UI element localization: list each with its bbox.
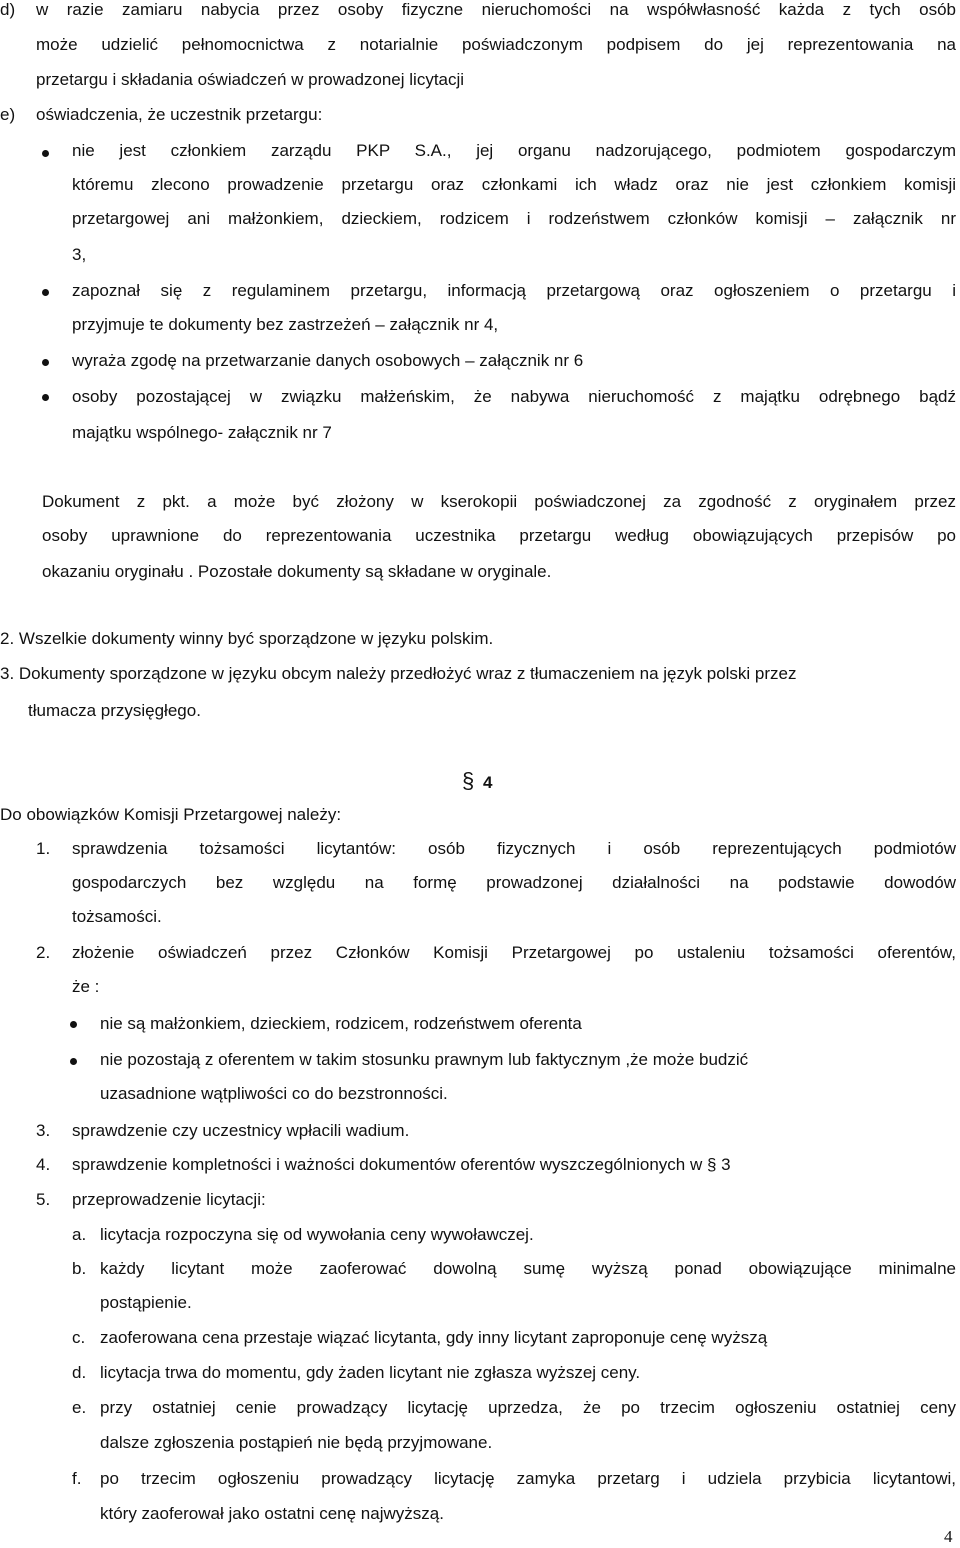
auction-step-a: licytacja rozpoczyna się od wywołania ceny wywoławczej. (100, 1225, 534, 1244)
committee-item3: sprawdzenie czy uczestnicy wpłacili wadium. (72, 1121, 410, 1140)
auction-step-letter: f. (72, 1469, 82, 1488)
list-marker-e: e) (0, 105, 16, 124)
committee-item1-line-2: gospodarczych bez względu na formę prowadzonej działalności na podstawie dowodów (72, 873, 956, 892)
committee-item-number: 3. (36, 1121, 51, 1140)
auction-step-f-line-1: po trzecim ogłoszeniu prowadzący licytację zamyka przetarg i udziela przybicia licytantowi, (100, 1469, 956, 1488)
committee-item1-line-3: tożsamości. (72, 907, 162, 926)
bullet-icon (42, 359, 49, 366)
auction-step-letter: b. (72, 1259, 87, 1278)
bullet1-line-4: 3, (72, 245, 87, 264)
item2-bullet2-line-1: nie pozostają z oferentem w takim stosunku prawnym lub faktycznym ,że może budzić (100, 1050, 749, 1069)
bullet2-line-2: przyjmuje te dokumenty bez zastrzeżeń – załącznik nr 4, (72, 315, 499, 334)
d-line-3: przetargu i składania oświadczeń w prowadzonej licytacji (36, 70, 465, 89)
auction-step-letter: a. (72, 1225, 87, 1244)
bullet-icon (42, 394, 49, 401)
committee-item-number: 5. (36, 1190, 51, 1209)
auction-step-c: zaoferowana cena przestaje wiązać licytanta, gdy inny licytant zaproponuje cenę wyższą (100, 1328, 768, 1347)
d-line-1: w razie zamiaru nabycia przez osoby fizyczne nieruchomości na współwłasność każda z tych osób (36, 0, 956, 19)
auction-step-letter: c. (72, 1328, 86, 1347)
committee-item2-line-2: że : (72, 977, 100, 996)
auction-step-letter: d. (72, 1363, 87, 1382)
section-number: 4 (482, 773, 493, 792)
auction-step-letter: e. (72, 1398, 87, 1417)
committee-item4: sprawdzenie kompletności i ważności dokumentów oferentów wyszczególnionych w § 3 (72, 1155, 731, 1174)
auction-step-e-line-2: dalsze zgłoszenia postąpień nie będą przyjmowane. (100, 1433, 493, 1452)
point-3-line-2: tłumacza przysięgłego. (28, 701, 201, 720)
bullet4-line-1: osoby pozostającej w związku małżeńskim, że nabywa nieruchomość z majątku odrębnego bądź (72, 387, 956, 406)
auction-step-b-line-2: postąpienie. (100, 1293, 192, 1312)
committee-item1-line-1: sprawdzenia tożsamości licytantów: osób fizycznych i osób reprezentujących podmiotów (72, 839, 956, 858)
committee-intro: Do obowiązków Komisji Przetargowej należy: (0, 805, 342, 824)
section-heading (462, 764, 492, 800)
document-note-line-3: okazaniu oryginału . Pozostałe dokumenty są składane w oryginale. (42, 562, 552, 581)
e-line: oświadczenia, że uczestnik przetargu: (36, 105, 323, 124)
bullet-icon (70, 1058, 77, 1065)
committee-item2-line-1: złożenie oświadczeń przez Członków Komisji Przetargowej po ustaleniu tożsamości oferentów, (72, 943, 956, 962)
auction-step-f-line-2: który zaoferował jako ostatni cenę najwyższą. (100, 1504, 444, 1523)
list-marker-d: d) (0, 0, 16, 19)
auction-step-d: licytacja trwa do momentu, gdy żaden licytant nie zgłasza wyższej ceny. (100, 1363, 641, 1382)
point-2: 2. Wszelkie dokumenty winny być sporządzone w języku polskim. (0, 629, 494, 648)
bullet1-line-1: nie jest członkiem zarządu PKP S.A., jej organu nadzorującego, podmiotem gospodarczym (72, 141, 956, 160)
committee-item-number: 4. (36, 1155, 51, 1174)
page-number: 4 (944, 1527, 953, 1546)
item2-bullet1: nie są małżonkiem, dzieckiem, rodzicem, rodzeństwem oferenta (100, 1014, 582, 1033)
item2-bullet2-line-2: uzasadnione wątpliwości co do bezstronności. (100, 1084, 448, 1103)
bullet3-line-1: wyraża zgodę na przetwarzanie danych osobowych – załącznik nr 6 (72, 351, 584, 370)
d-line-2: może udzielić pełnomocnictwa z notarialnie poświadczonym podpisem do jej reprezentowania na (36, 35, 956, 54)
committee-item5: przeprowadzenie licytacji: (72, 1190, 266, 1209)
committee-item-number: 2. (36, 943, 51, 962)
document-note-line-1: Dokument z pkt. a może być złożony w kserokopii poświadczonej za zgodność z oryginałem przez (42, 492, 956, 511)
bullet1-line-3: przetargowej ani małżonkiem, dzieckiem, rodzicem i rodzeństwem członków komisji – załącznik nr (72, 209, 956, 228)
bullet-icon (42, 150, 49, 157)
bullet4-line-2: majątku wspólnego- załącznik nr 7 (72, 423, 332, 442)
section-symbol: § (462, 768, 475, 793)
bullet-icon (42, 289, 49, 296)
point-3-line-1: 3. Dokumenty sporządzone w języku obcym należy przedłożyć wraz z tłumaczeniem na język polski przez (0, 664, 797, 683)
bullet1-line-2: któremu zlecono prowadzenie przetargu oraz członkami ich władz oraz nie jest członkiem komisji (72, 175, 956, 194)
document-note-line-2: osoby uprawnione do reprezentowania uczestnika przetargu według obowiązujących przepisów po (42, 526, 956, 545)
committee-item-number: 1. (36, 839, 51, 858)
auction-step-b-line-1: każdy licytant może zaoferować dowolną sumę wyższą ponad obowiązujące minimalne (100, 1259, 956, 1278)
bullet-icon (70, 1021, 77, 1028)
auction-step-e-line-1: przy ostatniej cenie prowadzący licytację uprzedza, że po trzecim ogłoszeniu ostatniej ceny (100, 1398, 956, 1417)
bullet2-line-1: zapoznał się z regulaminem przetargu, informacją przetargową oraz ogłoszeniem o przetargu i (72, 281, 956, 300)
